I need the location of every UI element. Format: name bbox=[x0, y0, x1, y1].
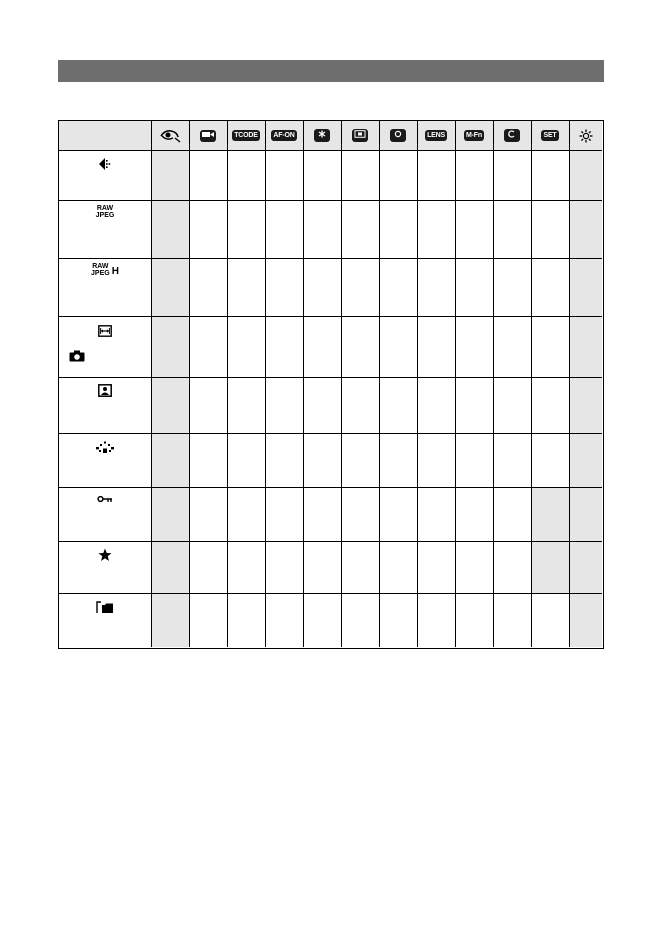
assignment-table bbox=[58, 120, 604, 649]
column-header-wb bbox=[379, 121, 417, 150]
row-label-picture-style bbox=[59, 384, 151, 397]
raw-jpeg-h-icon bbox=[91, 263, 119, 277]
column-header-afon bbox=[265, 121, 303, 150]
column-header-star-af bbox=[303, 121, 341, 150]
raw-label: RAW bbox=[92, 263, 109, 270]
column-header-lens bbox=[417, 121, 455, 150]
row-label-raw-jpeg-h bbox=[59, 263, 151, 277]
eye-icon bbox=[159, 129, 181, 143]
row-label-rating bbox=[59, 548, 151, 562]
jpeg-label: JPEG bbox=[95, 212, 115, 219]
shaded-column bbox=[569, 150, 602, 647]
column-header-af-frame bbox=[341, 121, 379, 150]
key-icon bbox=[97, 495, 113, 503]
column-header-set bbox=[531, 121, 569, 150]
column-header-tcode bbox=[227, 121, 265, 150]
raw-jpeg-icon bbox=[96, 205, 115, 219]
set-badge: SET bbox=[543, 132, 557, 139]
column-header-custom bbox=[493, 121, 531, 150]
shaded-cell bbox=[531, 541, 569, 593]
row-label-image-quality bbox=[59, 157, 151, 171]
custom-c-icon bbox=[504, 129, 520, 142]
af-frame-icon bbox=[352, 129, 368, 142]
row-label-raw-jpeg bbox=[59, 205, 151, 219]
folder-icon bbox=[96, 601, 114, 614]
movie-camera-icon bbox=[200, 130, 216, 142]
column-header-movie bbox=[189, 121, 227, 150]
aspect-ratio-icon bbox=[98, 325, 112, 337]
jpeg-label: JPEG bbox=[91, 270, 110, 277]
shaded-column bbox=[151, 150, 189, 647]
picture-style-icon bbox=[98, 384, 112, 397]
raw-label: RAW bbox=[96, 205, 114, 212]
af-points-icon bbox=[94, 441, 116, 454]
column-header-mfn bbox=[455, 121, 493, 150]
row-label-af-points bbox=[59, 441, 151, 454]
tcode-badge: TCODE bbox=[234, 132, 258, 139]
dial-icon bbox=[579, 129, 593, 143]
row-label-aspect-camera bbox=[59, 325, 151, 337]
lens-badge: LENS bbox=[427, 132, 445, 139]
column-header-eye bbox=[151, 121, 189, 150]
mfn-badge: M-Fn bbox=[466, 132, 482, 139]
column-header-dial bbox=[569, 121, 602, 150]
row-label-folder bbox=[59, 601, 151, 614]
row-label-camera bbox=[69, 350, 85, 362]
row-label-protect bbox=[59, 495, 151, 503]
image-quality-icon bbox=[98, 157, 112, 171]
h-label: H bbox=[111, 266, 119, 277]
asterisk-icon bbox=[314, 129, 330, 142]
section-title-bar bbox=[58, 60, 604, 82]
camera-icon bbox=[69, 350, 85, 362]
white-balance-icon bbox=[390, 129, 406, 142]
afon-badge: AF-ON bbox=[273, 132, 295, 139]
star-icon bbox=[98, 548, 112, 562]
shaded-cell bbox=[531, 487, 569, 541]
